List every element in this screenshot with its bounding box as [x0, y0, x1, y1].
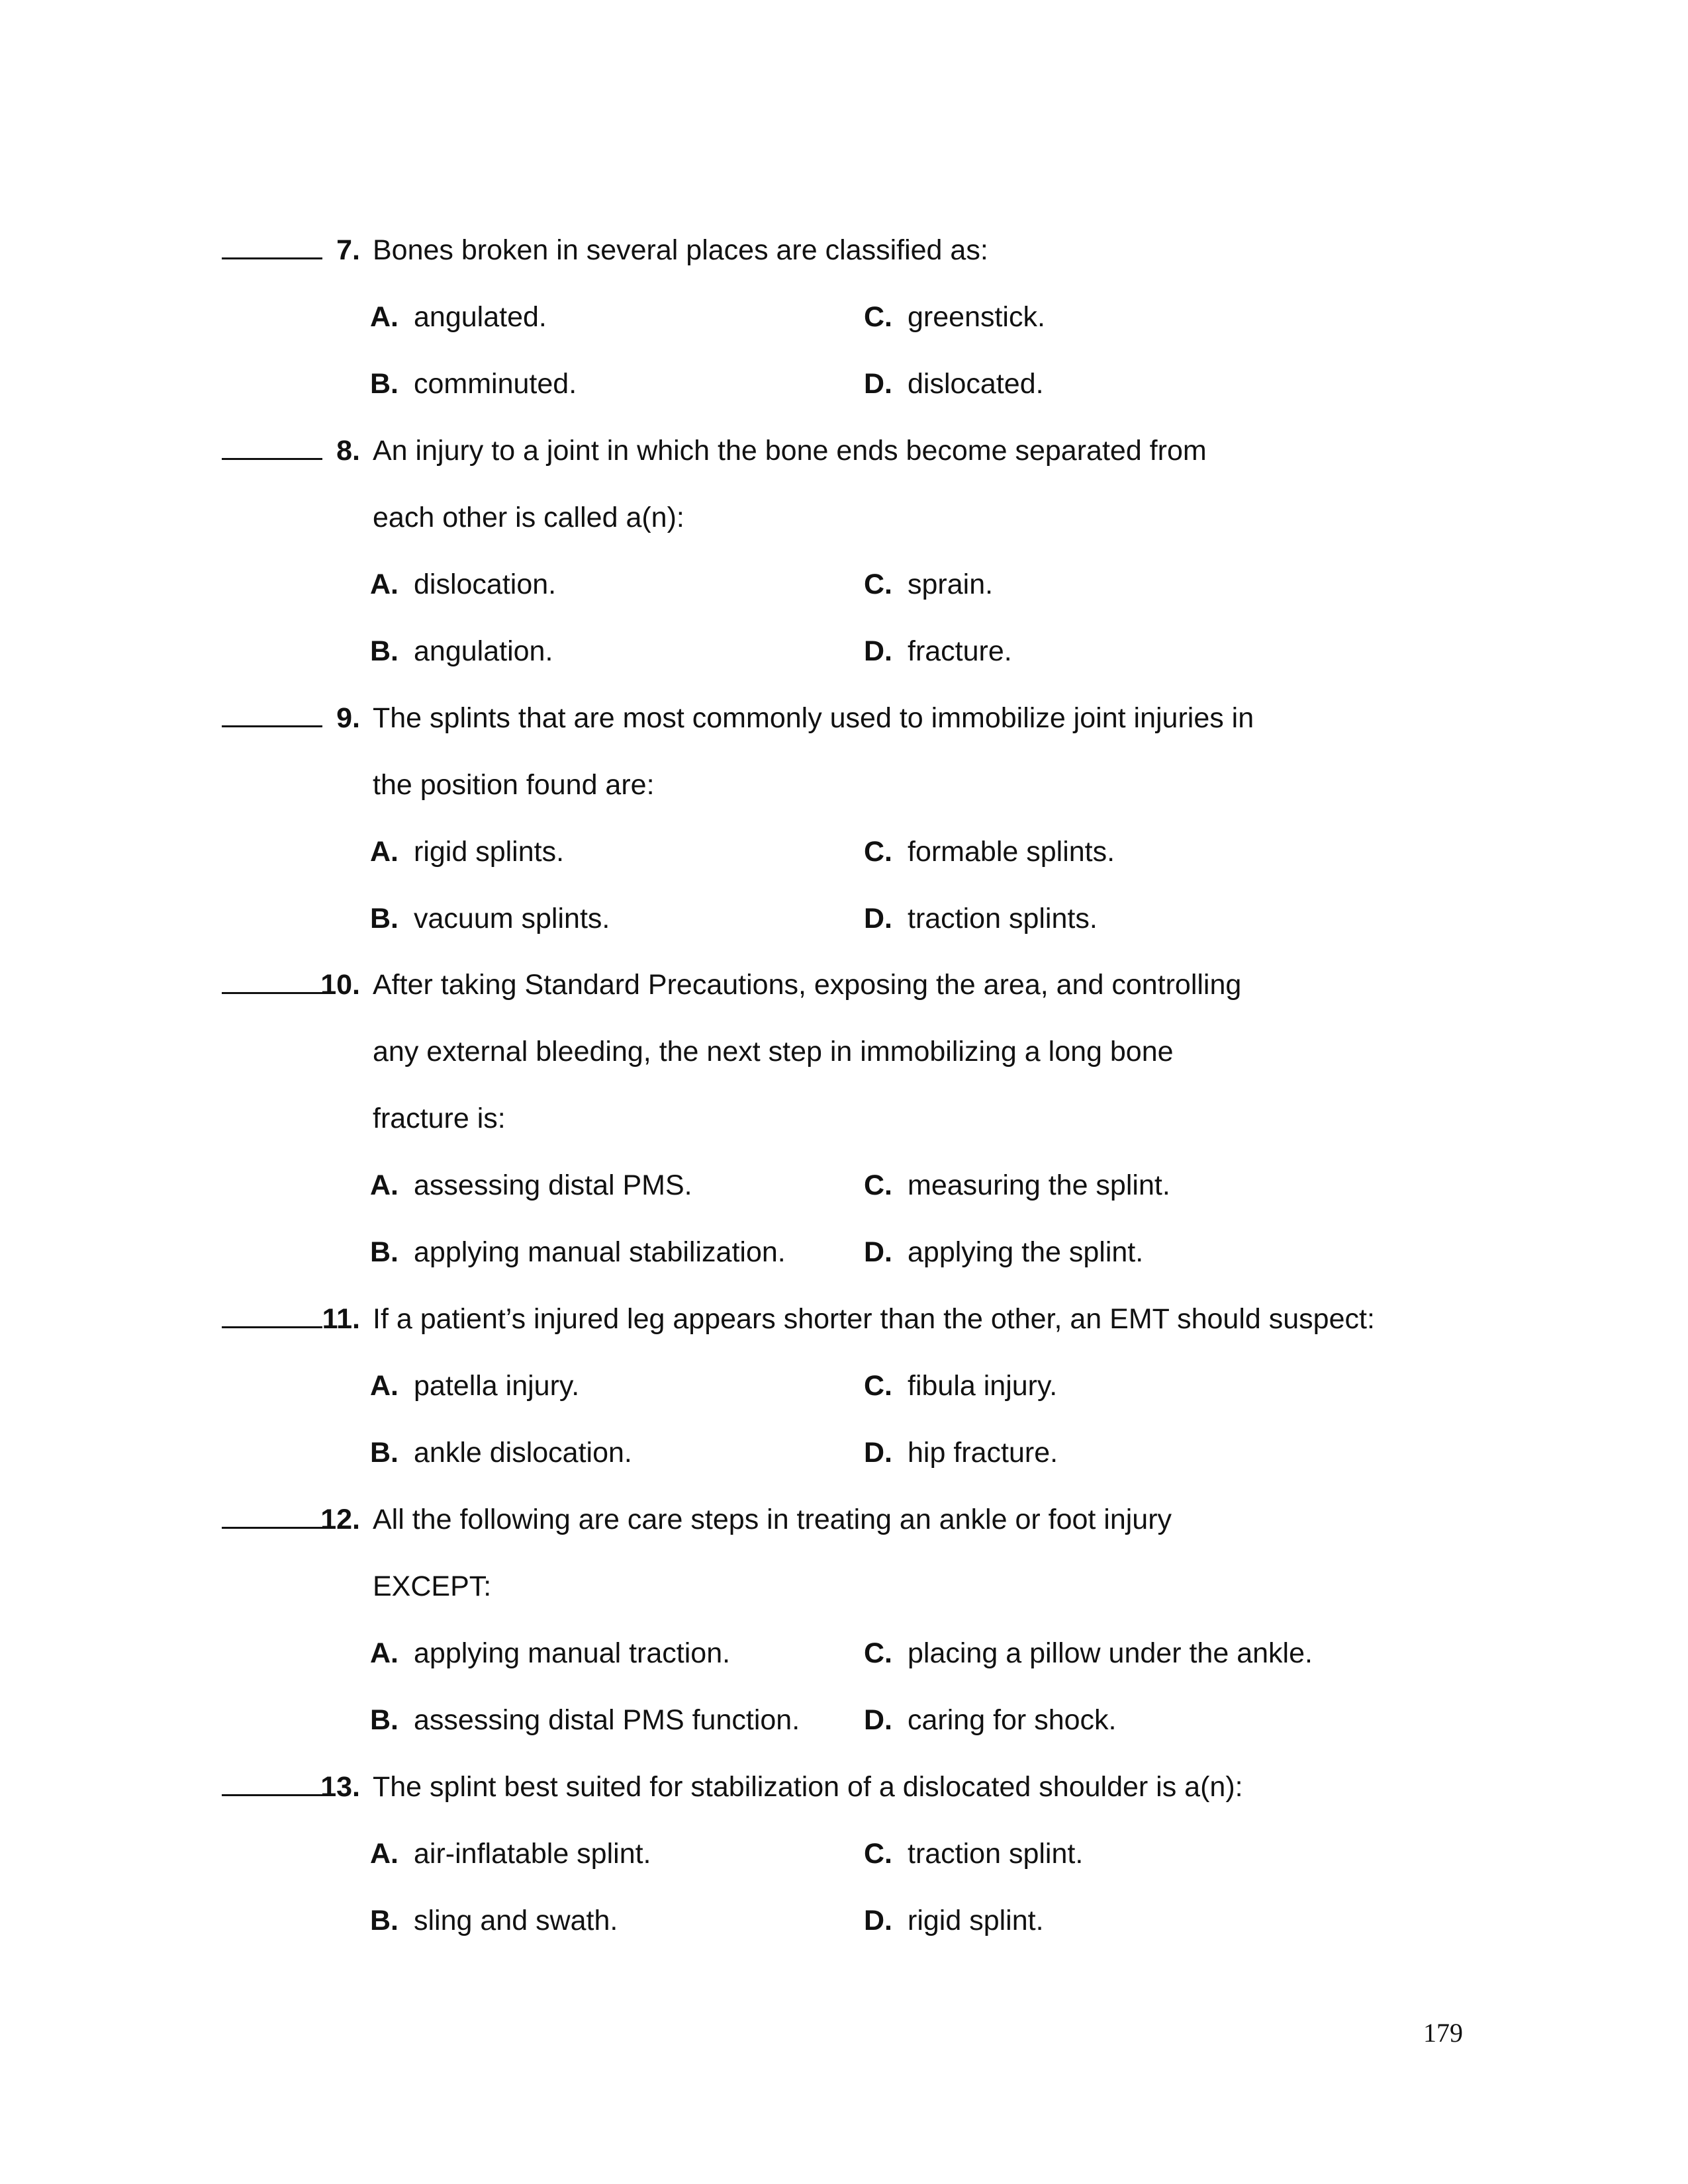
option-b: B. vacuum splints. [370, 903, 610, 934]
option-c: C. fibula injury. [864, 1370, 1058, 1402]
option-a: A. air-inflatable splint. [370, 1838, 651, 1870]
question-stem: The splints that are most commonly used to immobilize joint injuries in [373, 702, 1254, 734]
question-number: 11. [322, 1303, 360, 1335]
option-a: A. patella injury. [370, 1370, 580, 1402]
option-c: C. greenstick. [864, 301, 1045, 333]
question-number: 13. [320, 1771, 360, 1803]
option-d: D. fracture. [864, 635, 1012, 667]
page-number: 179 [1423, 2018, 1463, 2048]
question-stem: the position found are: [373, 769, 655, 801]
option-a: A. dislocation. [370, 569, 557, 600]
option-c: C. traction splint. [864, 1838, 1084, 1870]
option-a: A. applying manual traction. [370, 1637, 731, 1669]
answer-blank-13[interactable] [222, 1756, 322, 1796]
answer-blank-12[interactable] [222, 1489, 322, 1529]
answer-blank-8[interactable] [222, 420, 322, 460]
answer-blank-11[interactable] [222, 1289, 322, 1328]
option-b: B. angulation. [370, 635, 553, 667]
question-stem: EXCEPT: [373, 1570, 492, 1602]
answer-blank-10[interactable] [222, 954, 322, 994]
option-b: B. ankle dislocation. [370, 1437, 632, 1469]
option-b: B. assessing distal PMS function. [370, 1704, 800, 1736]
answer-blank-9[interactable] [222, 688, 322, 727]
option-a: A. angulated. [370, 301, 547, 333]
question-stem: After taking Standard Precautions, exposing the area, and controlling [373, 969, 1242, 1001]
option-b: B. comminuted. [370, 368, 577, 400]
option-d: D. hip fracture. [864, 1437, 1058, 1469]
question-number: 12. [320, 1504, 360, 1535]
option-a: A. rigid splints. [370, 836, 565, 868]
option-d: D. rigid splint. [864, 1905, 1044, 1936]
answer-blank-7[interactable] [222, 220, 322, 259]
option-d: D. traction splints. [864, 903, 1098, 934]
question-stem: Bones broken in several places are classified as: [373, 234, 988, 266]
question-stem: The splint best suited for stabilization of a dislocated shoulder is a(n): [373, 1771, 1243, 1803]
option-c: C. placing a pillow under the ankle. [864, 1637, 1313, 1669]
question-stem: All the following are care steps in treating an ankle or foot injury [373, 1504, 1172, 1535]
option-c: C. measuring the splint. [864, 1169, 1170, 1201]
option-b: B. applying manual stabilization. [370, 1236, 786, 1268]
option-c: C. sprain. [864, 569, 994, 600]
option-d: D. applying the splint. [864, 1236, 1144, 1268]
question-number: 8. [336, 435, 360, 467]
question-stem: each other is called a(n): [373, 502, 684, 533]
question-number: 9. [336, 702, 360, 734]
question-stem: An injury to a joint in which the bone ends become separated from [373, 435, 1207, 467]
question-stem: any external bleeding, the next step in immobilizing a long bone [373, 1036, 1174, 1068]
question-number: 7. [336, 234, 360, 266]
option-b: B. sling and swath. [370, 1905, 618, 1936]
option-d: D. caring for shock. [864, 1704, 1117, 1736]
option-c: C. formable splints. [864, 836, 1115, 868]
option-a: A. assessing distal PMS. [370, 1169, 692, 1201]
question-stem: If a patient’s injured leg appears shorter than the other, an EMT should suspect: [373, 1303, 1375, 1335]
question-number: 10. [320, 969, 360, 1001]
option-d: D. dislocated. [864, 368, 1044, 400]
question-stem: fracture is: [373, 1103, 506, 1134]
